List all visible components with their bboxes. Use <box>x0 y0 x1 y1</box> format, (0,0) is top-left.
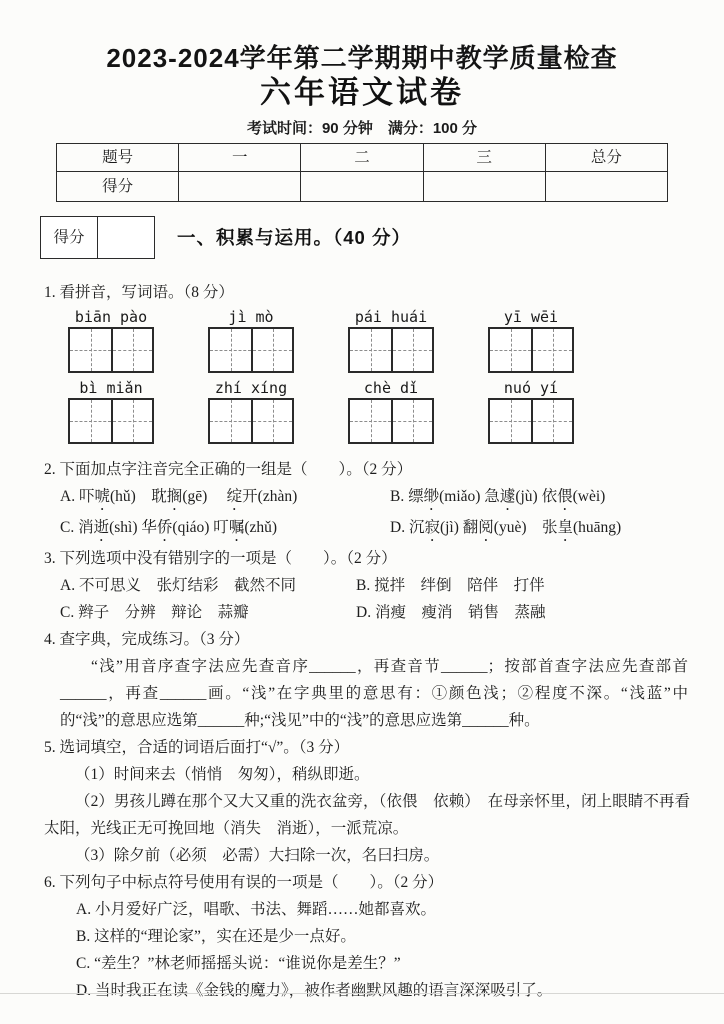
tianzige-cell <box>531 400 572 442</box>
pinyin-group-zhixing <box>208 379 294 444</box>
tianzige-cell <box>391 400 432 442</box>
pinyin-group-paihuai <box>348 308 434 373</box>
score-table-col-question-number: 题号 <box>57 144 179 172</box>
writing-box <box>68 327 154 373</box>
q2-option-d: D. 沉寂(jì) 翻阅(yuè) 张皇(huāng) <box>390 519 622 536</box>
score-summary-table <box>56 143 668 202</box>
question-4 <box>44 626 690 734</box>
score-table-header-row <box>57 144 668 172</box>
question-3 <box>44 545 690 626</box>
q6-option-a: A. 小月爱好广泛，唱歌、书法、舞蹈……她都喜欢。 <box>76 901 436 918</box>
tianzige-cell <box>350 400 391 442</box>
q1-pinyin-row-2 <box>68 379 574 444</box>
q6-title: 6. 下列句子中标点符号使用有误的一项是（ ）。（2 分） <box>44 874 444 891</box>
q4-body-paragraph: “浅”用音序查字法应先查音序______，再查音节______；按部首查字法应先查部首______，再查______画。“浅”在字典里的意思有：①颜色浅；②程度不深。“浅蓝”中的“浅”的意思应选第______种;“浅见”中的“浅”的意思应选第______种。 <box>60 658 688 729</box>
tianzige-cell <box>251 400 292 442</box>
q2-option-c: C. 消逝(shì) 华侨(qiáo) 叮嘱(zhǔ) <box>60 519 278 536</box>
tianzige-cell <box>111 329 152 371</box>
q5-item-3: （3）除夕前（必须 必需）大扫除一次，名曰扫房。 <box>75 847 440 864</box>
pinyin-group-bimian <box>68 379 154 444</box>
pinyin-label: zhí xíng <box>214 379 288 397</box>
exam-title-line1: 2023-2024学年第二学期期中教学质量检查 <box>106 43 618 73</box>
exam-info-line: 考试时间：90 分钟 满分：100 分 <box>246 120 478 137</box>
score-cell-part2 <box>301 172 423 202</box>
pinyin-group-nuoyi <box>488 379 574 444</box>
pinyin-label: bì miǎn <box>79 379 143 397</box>
score-table-col-part3: 三 <box>423 144 545 172</box>
question-5 <box>44 734 690 869</box>
score-table-col-part2: 二 <box>301 144 423 172</box>
tianzige-cell <box>111 400 152 442</box>
tianzige-cell <box>251 329 292 371</box>
pinyin-group-yiwei <box>488 308 574 373</box>
q5-item-1: （1）时间来去（悄悄 匆匆），稍纵即逝。 <box>75 766 370 783</box>
q2-options <box>60 483 690 545</box>
writing-box <box>208 398 294 444</box>
question-1 <box>44 279 690 444</box>
tianzige-cell <box>210 400 251 442</box>
writing-box <box>208 327 294 373</box>
pinyin-label: biān pào <box>74 308 148 326</box>
q3-title: 3. 下列选项中没有错别字的一项是（ ）。（2 分） <box>44 550 397 567</box>
writing-box <box>68 398 154 444</box>
q6-option-d: D. 当时我正在读《金钱的魔力》，被作者幽默风趣的语言深深吸引了。 <box>76 982 553 999</box>
tianzige-cell <box>70 329 111 371</box>
tianzige-cell <box>350 329 391 371</box>
writing-box <box>488 327 574 373</box>
q3-option-b: B. 搅拌 绊倒 陪伴 打伴 <box>356 577 545 594</box>
writing-box <box>348 327 434 373</box>
pinyin-group-bianpao <box>68 308 154 373</box>
score-cell-part3 <box>423 172 545 202</box>
score-box-label: 得分 <box>41 217 98 258</box>
pinyin-label: pái huái <box>354 308 428 326</box>
section-one-heading: 一、积累与运用。（40 分） <box>177 227 411 248</box>
q3-options <box>60 572 690 626</box>
question-6 <box>44 869 690 1004</box>
score-table-col-part1: 一 <box>179 144 301 172</box>
q6-option-b: B. 这样的“理论家”，实在还是少一点好。 <box>76 928 356 945</box>
q5-item-2: （2）男孩儿蹲在那个又大又重的洗衣盆旁，（依偎 依赖） 在母亲怀里，闭上眼睛不再看太阳，光线正无可挽回地（消失 消逝），一派荒凉。 <box>44 793 690 837</box>
pinyin-label: chè dǐ <box>363 379 419 397</box>
q2-option-a: A. 吓唬(hǔ) 耽搁(gē) 绽开(zhàn) <box>60 488 298 505</box>
pinyin-label: nuó yí <box>503 379 559 397</box>
question-2 <box>44 456 690 545</box>
pinyin-group-jimo <box>208 308 294 373</box>
pinyin-group-chedi <box>348 379 434 444</box>
questions-content <box>44 279 690 1004</box>
writing-box <box>488 398 574 444</box>
tianzige-cell <box>490 400 531 442</box>
tianzige-cell <box>531 329 572 371</box>
q6-option-c: C. “差生？”林老师摇摇头说：“谁说你是差生？” <box>76 955 401 972</box>
score-box-blank-cell <box>98 217 154 258</box>
score-cell-total <box>545 172 667 202</box>
tianzige-cell <box>490 329 531 371</box>
pinyin-label: yī wēi <box>503 308 559 326</box>
writing-box <box>348 398 434 444</box>
tianzige-cell <box>210 329 251 371</box>
q5-title: 5. 选词填空，合适的词语后面打“√”。（3 分） <box>44 739 350 756</box>
tianzige-cell <box>70 400 111 442</box>
score-table-score-row <box>57 172 668 202</box>
q3-option-c: C. 辫子 分辨 辩论 蒜瓣 <box>60 604 249 621</box>
q3-option-a: A. 不可思义 张灯结彩 截然不同 <box>60 577 296 594</box>
q2-option-b: B. 缥缈(miǎo) 急遽(jù) 依偎(wèi) <box>390 488 606 505</box>
tianzige-cell <box>391 329 432 371</box>
q1-pinyin-row-1 <box>68 308 574 373</box>
q3-option-d: D. 消瘦 瘦消 销售 蒸融 <box>356 604 546 621</box>
score-row-label: 得分 <box>57 172 179 202</box>
pinyin-label: jì mò <box>228 308 274 326</box>
page-bottom-rule <box>0 993 724 994</box>
score-cell-part1 <box>179 172 301 202</box>
section-score-box <box>40 216 155 259</box>
exam-title-line2: 六年语文试卷 <box>260 75 464 110</box>
exam-header <box>0 0 724 139</box>
section-one-header-row <box>40 216 724 259</box>
q1-title: 1. 看拼音，写词语。（8 分） <box>44 284 234 301</box>
q4-title: 4. 查字典，完成练习。（3 分） <box>44 631 250 648</box>
score-table-col-total: 总分 <box>545 144 667 172</box>
q2-title: 2. 下面加点字注音完全正确的一组是（ ）。（2 分） <box>44 461 413 478</box>
